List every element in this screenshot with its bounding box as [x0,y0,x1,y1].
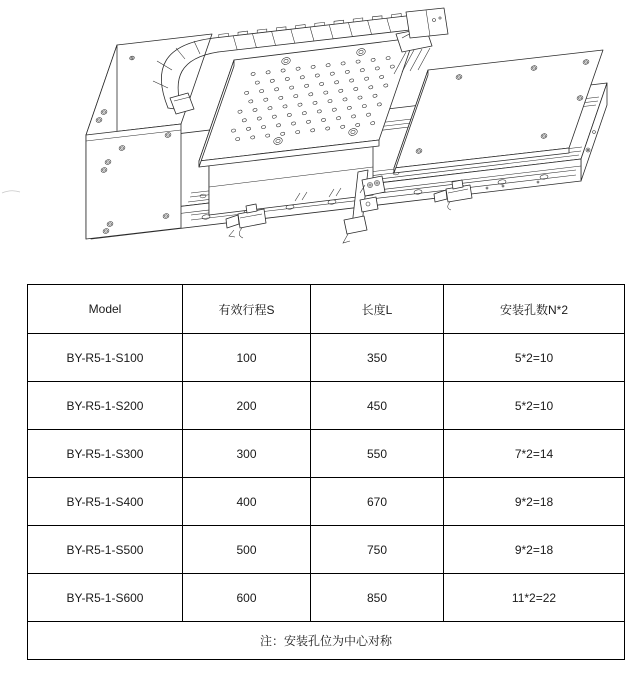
table-header-row [28,285,625,334]
cell-length: 850 [311,574,444,622]
cell-stroke: 100 [183,334,311,382]
header-stroke: 有效行程S [183,285,311,334]
linear-module-isometric-drawing [0,0,639,276]
cell-length: 750 [311,526,444,574]
cell-model: BY-R5-1-S100 [28,334,183,382]
table-note-row [28,622,625,660]
cell-length: 450 [311,382,444,430]
cell-model: BY-R5-1-S500 [28,526,183,574]
stray-mark [2,191,20,193]
cell-model: BY-R5-1-S600 [28,574,183,622]
cell-holes: 11*2=22 [444,574,625,622]
chain-end-bracket [406,8,448,38]
cell-stroke: 500 [183,526,311,574]
cell-holes: 5*2=10 [444,382,625,430]
cell-stroke: 400 [183,478,311,526]
header-holes: 安装孔数N*2 [444,285,625,334]
cell-stroke: 600 [183,574,311,622]
cell-model: BY-R5-1-S300 [28,430,183,478]
cell-length: 350 [311,334,444,382]
header-model: Model [28,285,183,334]
table-row [28,382,625,430]
cell-stroke: 300 [183,430,311,478]
spec-table [27,284,625,660]
header-length: 长度L [311,285,444,334]
cell-model: BY-R5-1-S200 [28,382,183,430]
table-row [28,334,625,382]
technical-drawing [0,0,639,276]
table-row [28,430,625,478]
cell-length: 550 [311,430,444,478]
cell-holes: 9*2=18 [444,526,625,574]
cell-holes: 9*2=18 [444,478,625,526]
table-row [28,526,625,574]
cell-stroke: 200 [183,382,311,430]
cell-holes: 5*2=10 [444,334,625,382]
table-row [28,478,625,526]
table-row [28,574,625,622]
cell-model: BY-R5-1-S400 [28,478,183,526]
table-note: 注：安装孔位为中心对称 [28,622,625,660]
cell-length: 670 [311,478,444,526]
cell-holes: 7*2=14 [444,430,625,478]
